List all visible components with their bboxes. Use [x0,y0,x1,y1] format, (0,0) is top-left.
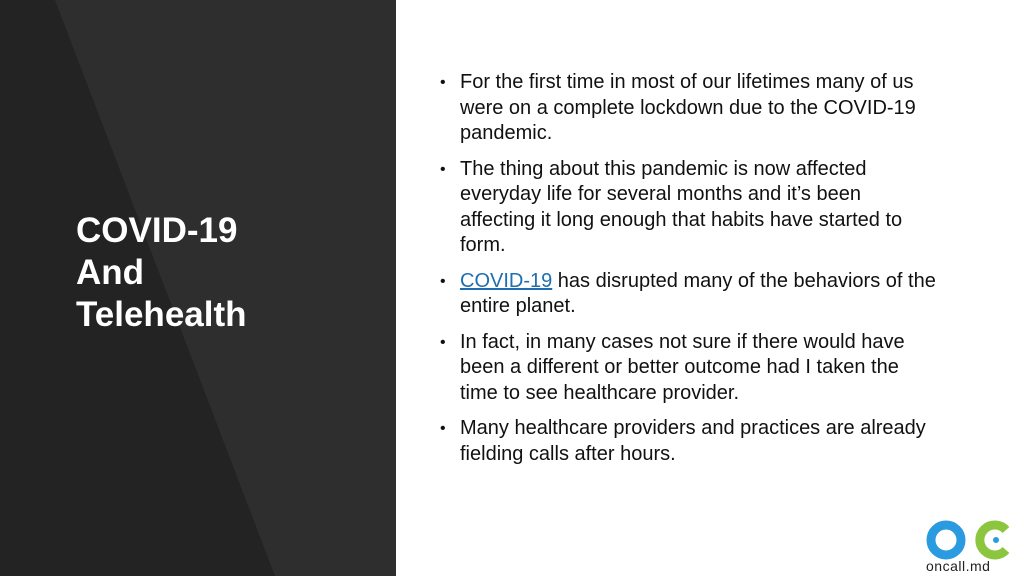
bullet-item [440,416,940,467]
bullet-text: The thing about this pandemic is now affected everyday life for several months and it’s been affecting it long enough that habits have started to form. [460,157,903,256]
bullet-dot: • [440,160,446,178]
title-panel [0,0,396,576]
bullet-text: In fact, in many cases not sure if there would have been a different or better outcome had I taken the time to see healthcare provider. [460,330,905,404]
logo-dot [993,537,999,543]
bullet-dot: • [440,74,446,91]
bullet-dot: • [440,272,446,290]
logo-o-shape [931,525,961,555]
bullet-text: has disrupted many of the behaviors of the entire planet. [460,269,936,317]
bullet-dot: • [440,420,446,437]
bullet-item [440,269,940,320]
slide-title [76,210,376,336]
covid-link[interactable]: COVID-19 [460,269,553,292]
title-line-1: COVID-19 [76,211,238,250]
logo-wordmark: oncall.md [926,558,991,574]
bullet-item [440,157,940,259]
bullet-dot: • [440,333,446,351]
bullet-item [440,70,940,147]
bullet-list [440,70,940,477]
logo-c-shape [980,525,1006,555]
title-line-2: And [76,253,145,292]
bullet-item [440,330,940,407]
bullet-text: For the first time in most of our lifetimes many of us were on a complete lockdown due to the COVID-19 pandemic. [460,71,916,144]
bullet-text: Many healthcare providers and practices are already fielding calls after hours. [460,417,926,465]
title-line-3: Telehealth [76,295,247,334]
